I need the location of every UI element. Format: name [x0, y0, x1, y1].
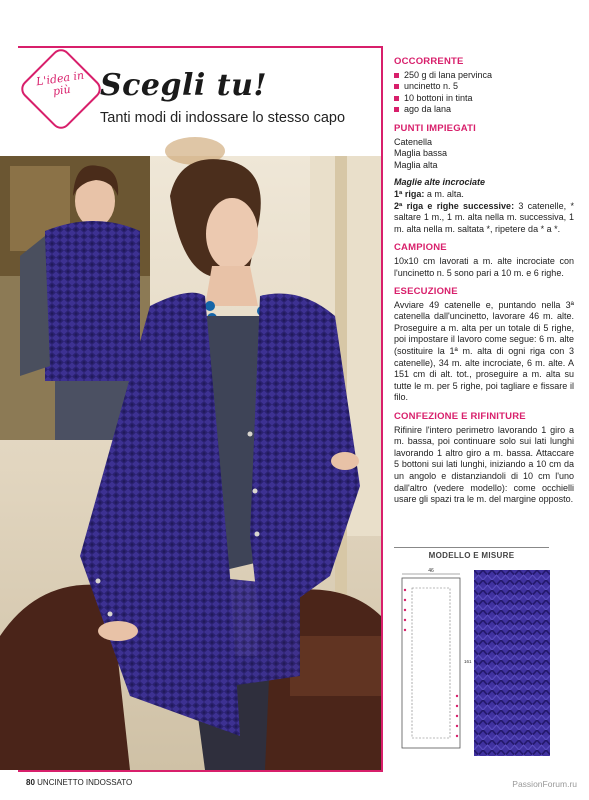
stitch-item: Maglia bassa	[394, 148, 448, 159]
confezione-heading: CONFEZIONE E RIFINITURE	[394, 411, 526, 423]
bullet-icon	[394, 107, 399, 112]
schema-height-label: 161	[464, 659, 472, 664]
page-number: 80	[26, 778, 35, 787]
magazine-name: UNCINETTO INDOSSATO	[37, 778, 133, 787]
bullet-icon	[394, 84, 399, 89]
esecuzione-heading: ESECUZIONE	[394, 286, 458, 298]
pink-frame-bottom	[18, 770, 383, 772]
badge-label: L'idea in più	[35, 68, 85, 99]
watermark: PassionForum.ru	[512, 779, 577, 789]
instructions-column	[394, 56, 574, 506]
pattern-schema	[396, 568, 472, 754]
bullet-icon	[394, 96, 399, 101]
row1-instruction: 1ª riga: a m. alta.	[394, 188, 464, 199]
punti-heading: PUNTI IMPIEGATI	[394, 122, 476, 134]
esecuzione-text: Avviare 49 catenelle e, puntando nella 3ª catenella dall'uncinetto, lavorare 46 m. alte. Proseguire a m. alta per un totale di 5 righe, poi impostare il lavoro come segue: 6 m. alte (sostituire la 1ª m. alta di ogni riga con 3 catenelle), 34 m. alte incrociate, 6 m. alte. A 151 cm di alt. tot., proseguire a m. alta su tutte le m. per 5 righe, poi tagliare e fissare il filo.	[394, 299, 574, 403]
page-title: Scegli tu!	[100, 68, 268, 103]
stitch-subheading: Maglie alte incrociate	[394, 177, 486, 188]
row2-instruction: 2ª riga e righe successive: 3 catenelle, * saltare 1 m., 1 m. alta nella m. successiva, 1 m. alta nella m. saltata *, ripetere da * a *.	[394, 200, 574, 234]
bullet-icon	[394, 73, 399, 78]
model-title: MODELLO E MISURE	[394, 547, 549, 560]
main-photo	[0, 156, 381, 770]
list-item: 250 g di lana pervinca	[394, 70, 574, 82]
page-subtitle: Tanti modi di indossare lo stesso capo	[100, 110, 346, 126]
stitch-item: Maglia alta	[394, 159, 438, 170]
campione-text: 10x10 cm lavorati a m. alte incrociate con l'uncinetto n. 5 sono pari a 10 m. e 6 righe.	[394, 255, 574, 278]
list-item: ago da lana	[394, 104, 574, 116]
campione-heading: CAMPIONE	[394, 242, 447, 254]
confezione-text: Rifinire l'intero perimetro lavorando 1 giro a m. bassa, poi continuare solo sui lati lunghi lavorando 1 altro giro a m. bassa. Attaccare 5 bottoni sui lati lunghi, iniziando a 10 cm da un angolo e distanziandoli di 10 cm l'uno dall'altro (vedere modello): come occhielli usare gli spazi tra le m. del margine opposto.	[394, 424, 574, 505]
occorrente-heading: OCCORRENTE	[394, 56, 464, 67]
schema-width-label: 46	[428, 568, 434, 574]
stitch-item: Catenella	[394, 136, 433, 147]
page-footer	[26, 778, 132, 787]
list-item: uncinetto n. 5	[394, 81, 574, 93]
stitch-swatch	[474, 570, 550, 756]
list-item: 10 bottoni in tinta	[394, 93, 574, 105]
